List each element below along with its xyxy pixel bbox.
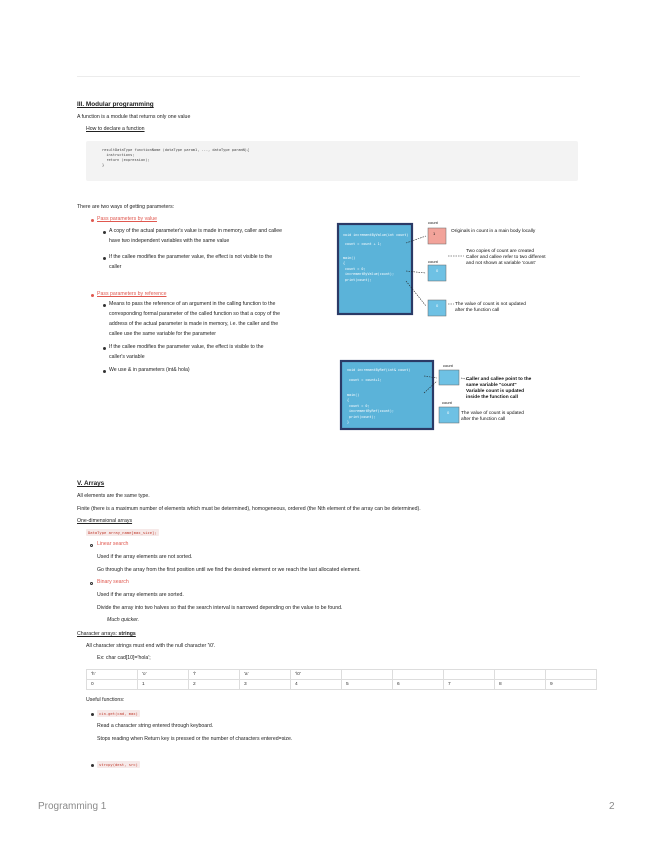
diagram-code-line: } xyxy=(347,420,350,424)
diagram-code-line: void incrementByValue(int count) xyxy=(343,233,409,237)
sub-bullet xyxy=(90,544,93,547)
binary-search-text: Divide the array into two halves so that the search interval is narrowed depending on the value to be found. xyxy=(97,605,343,611)
diagram-note: after the function call xyxy=(455,308,500,313)
diagram-code-line: incrementByRef(count); xyxy=(349,409,394,413)
diagram-note: after the function call xyxy=(461,417,506,422)
by-ref-item: If the callee modifies the parameter value, the effect is visible to the xyxy=(109,344,264,350)
bullet xyxy=(91,764,94,767)
shared-cell xyxy=(439,370,459,385)
table-cell: 5 xyxy=(342,680,393,690)
useful-functions-heading: Useful functions: xyxy=(86,697,125,703)
memory-cell-value: 0 xyxy=(436,268,439,273)
diagram-code-line: { xyxy=(343,261,346,265)
diagram-code-line: incrementByValue(count); xyxy=(345,272,394,276)
section-heading-arrays: V. Arrays xyxy=(77,480,105,487)
linear-search-text: Used if the array elements are not sorted. xyxy=(97,554,193,560)
binary-search-text: Used if the array elements are sorted. xyxy=(97,592,184,598)
arrays-definition: Finite (there is a maximum number of elements which must be determined), homogeneous, ordered (the Nth element of the array can be determined). xyxy=(77,506,421,512)
diagram-code-line: count = 0; xyxy=(349,404,370,408)
diagram-note: and not shown at variable 'count' xyxy=(466,261,536,266)
memory-cell-caller xyxy=(428,228,446,244)
table-row xyxy=(87,680,597,690)
diagram-note: The value of count is not updated xyxy=(455,302,526,307)
diagram-code-line: { xyxy=(347,398,350,402)
function-chip-cin-get: cin.get(cad, max) xyxy=(99,711,138,716)
char-arrays-heading xyxy=(77,631,136,638)
diagram-code-line: void incrementByRef(int& count) xyxy=(347,368,411,372)
diagram-code-line: main() xyxy=(347,393,360,397)
diagram-note: Caller and callee refer to two different xyxy=(466,255,546,260)
diagram-note: inside the function call xyxy=(466,395,518,400)
linear-search-label: Linear search xyxy=(97,541,129,547)
table-cell: 0 xyxy=(87,680,138,690)
diagram-note: Two copies of count are created xyxy=(466,249,534,254)
array-declaration-chip: DataType array_name[max_size]; xyxy=(88,530,157,535)
by-value-item: A copy of the actual parameter's value is made in memory, caller and callee xyxy=(109,228,283,234)
arrays-same-type: All elements are the same type. xyxy=(77,493,150,499)
table-cell: 1 xyxy=(138,680,189,690)
table-cell: 'o' xyxy=(138,670,189,680)
by-ref-item: caller's variable xyxy=(109,354,145,360)
sub-bullet xyxy=(103,370,106,373)
binary-search-label: Binary search xyxy=(97,579,129,585)
table-cell: 8 xyxy=(495,680,546,690)
table-cell: 4 xyxy=(291,680,342,690)
by-ref-item: Means to pass the reference of an argument in the calling function to the xyxy=(109,301,276,307)
diagram-code-line: count = count+1; xyxy=(349,378,382,382)
by-value-item: If the callee modifies the parameter value, the effect is not visible to the xyxy=(109,254,273,260)
diagram-note: Originals in count in a main body locally xyxy=(451,229,536,234)
sub-bullet xyxy=(90,582,93,585)
function-description: Read a character string entered through keyboard. xyxy=(97,723,214,729)
diagram-code-line: count = 0; xyxy=(345,267,366,271)
memory-cell-value: 1 xyxy=(433,231,436,236)
table-row xyxy=(87,670,597,680)
table-cell: 'l' xyxy=(189,670,240,680)
char-arrays-label: Character arrays: xyxy=(77,631,119,637)
page-number: 2 xyxy=(609,801,615,812)
string-example: Ex: char cad[10]='hola'; xyxy=(97,655,151,661)
by-ref-item: We use & in parameters (int& hola) xyxy=(109,367,190,373)
bullet xyxy=(91,294,94,297)
section-heading-modular: III. Modular programming xyxy=(77,101,154,108)
diagram-note: The value of count is updated xyxy=(461,411,524,416)
table-cell: 'a' xyxy=(240,670,291,680)
code-line: resultDataType functionName (dataType param1, ..., dataType paramN){ xyxy=(102,148,250,152)
table-cell xyxy=(342,670,393,680)
code-line: instructions; xyxy=(102,153,135,157)
binary-search-note: Much quicker. xyxy=(107,617,140,623)
footer-title: Programming 1 xyxy=(38,801,107,812)
memory-cell-value: 0 xyxy=(436,303,439,308)
function-description: Stops reading when Return key is pressed or the number of characters entered=size. xyxy=(97,736,293,742)
by-value-item: caller xyxy=(109,264,122,270)
diagram-code-line: count = count + 1; xyxy=(345,242,382,246)
table-cell: 3 xyxy=(240,680,291,690)
code-line: return (expression); xyxy=(102,158,150,162)
diagram-code-line: main() xyxy=(343,256,356,260)
sub-bullet xyxy=(103,257,106,260)
function-chip-strcpy: strcpy(dest, src) xyxy=(99,762,138,767)
how-to-declare-heading: How to declare a function xyxy=(86,126,145,132)
diagram-note: Caller and callee point to the xyxy=(466,377,532,382)
by-value-label: Pass parameters by value xyxy=(97,216,157,222)
bullet xyxy=(91,219,94,222)
diagram-code-line: print(count); xyxy=(345,278,372,282)
by-ref-item: corresponding formal parameter of the called function so that a copy of the xyxy=(109,311,280,317)
string-table xyxy=(86,669,597,690)
top-divider xyxy=(77,76,580,77)
diagram-code-line: print(count); xyxy=(349,415,376,419)
count-label: count xyxy=(428,259,438,264)
table-cell: 6 xyxy=(393,680,444,690)
sub-bullet xyxy=(103,347,106,350)
diagram-note: same variable "count" xyxy=(466,383,517,388)
function-definition: A function is a module that returns only one value xyxy=(77,114,191,120)
sub-bullet xyxy=(103,304,106,307)
by-reference-label: Pass parameters by reference xyxy=(97,291,167,297)
code-block xyxy=(86,141,578,181)
strings-label: strings xyxy=(118,631,136,637)
by-ref-item: address of the actual parameter is made in memory, i.e. the caller and the xyxy=(109,321,279,327)
code-line: } xyxy=(102,163,105,167)
null-char-text: All character strings must end with the null character '\0'. xyxy=(86,643,216,649)
diagram-note: Variable count is updated xyxy=(466,389,525,394)
table-cell: 2 xyxy=(189,680,240,690)
linear-search-text: Go through the array from the first position until we find the desired element or we reach the last allocated element. xyxy=(97,567,361,573)
table-cell: 'h' xyxy=(87,670,138,680)
by-value-item: have two independent variables with the same value xyxy=(109,238,230,244)
count-label: count xyxy=(443,363,453,368)
two-ways-text: There are two ways of getting parameters: xyxy=(77,204,175,210)
table-cell xyxy=(495,670,546,680)
bullet xyxy=(91,713,94,716)
sub-bullet xyxy=(103,231,106,234)
table-cell xyxy=(393,670,444,680)
table-cell: '\0' xyxy=(291,670,342,680)
count-label: count xyxy=(428,220,438,225)
count-label: count xyxy=(442,400,452,405)
table-cell: 9 xyxy=(546,680,597,690)
table-cell xyxy=(546,670,597,680)
by-ref-item: callee use the same variable for the parameter xyxy=(109,331,216,337)
table-cell: 7 xyxy=(444,680,495,690)
table-cell xyxy=(444,670,495,680)
memory-cell-value: 0 xyxy=(447,410,450,415)
one-dim-heading: One-dimensional arrays xyxy=(77,518,133,524)
